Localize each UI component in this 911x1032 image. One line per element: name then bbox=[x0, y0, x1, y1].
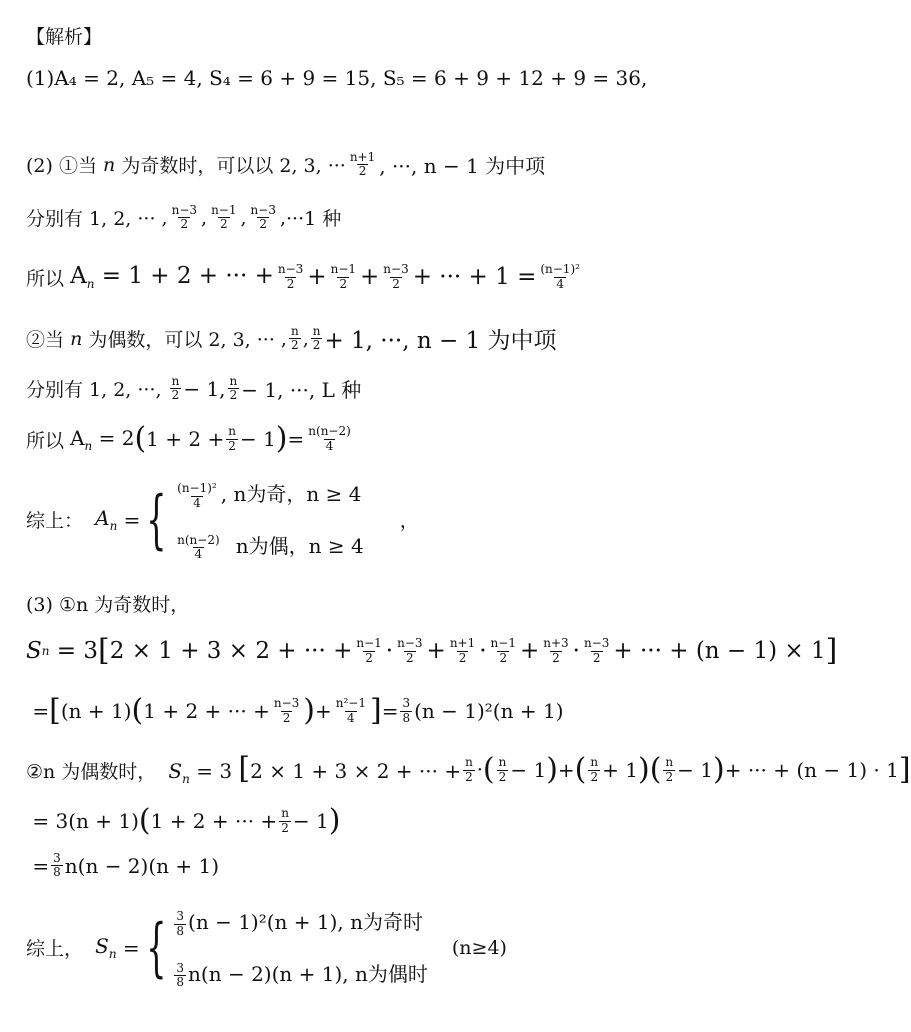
part2-line2: 分别有 1, 2, ··· , $\frac{n-3}{2}$ , $\frac{n-1}{2}$ , $\frac{n-3}{2}$ , ···1 种 bbox=[26, 203, 342, 232]
part2-summary: 综上： $A_n$ = { $\frac{\text{(n−1)²}}{4}$ , n为奇，n ≥ 4 $\frac{n(n-2)}{4}$ n为偶，n ≥ 4 ， bbox=[26, 481, 419, 562]
part2-line5: 分别有 1, 2, ···, $\frac{n}{2}$ − 1, $\frac{n}{2}$ − 1, ···, L 种 bbox=[26, 373, 362, 402]
part2-line6: 所以 $A_n = 2$ ( 1 + 2 + $\frac{n}{2}$ − 1 ) = $\frac{n(n-2)}{4}$ bbox=[26, 421, 351, 456]
part2-line4: ②当 n 为偶数，可以 2, 3, ··· , $\frac{n}{2}$ , $\frac{n}{2}$ + 1, ···, n − 1 为中项 bbox=[26, 323, 557, 354]
part2-line1: (2) ①当 n 为奇数时，可以以 2, 3, ··· $\frac{n+1}{2}$ , ···, n − 1 为中项 bbox=[26, 149, 546, 178]
part3-odd-line1: S n = 3 [ 2 × 1 + 3 × 2 + ··· + $\frac{n-1}{2}$ · $\frac{n-3}{2}$ + $\frac{n+1}{2}$ · $\frac{n-1}{2}$ + $\frac{n+3}{2}$ · $\frac{n-3}{2}$ + ··· + (n − 1) × 1 ] bbox=[26, 633, 838, 668]
part3-odd-line2: = [ (n + 1) ( 1 + 2 + ··· + $\frac{n-3}{2}$ ) + $\frac{\text{n²−1}}{4}$ ] = $\frac{3}{8}$ (n − 1)²(n + 1) bbox=[26, 693, 564, 728]
part1-line: (1)A₄ = 2, A₅ = 4, S₄ = 6 + 9 = 15, S₅ = 6 + 9 + 12 + 9 = 36, bbox=[26, 66, 648, 90]
part3-heading: (3) ①n 为奇数时， bbox=[26, 594, 190, 616]
part3-even-line1: ②n 为偶数时， $S_n = 3$ [2 × 1 + 3 × 2 + ··· + $\frac{n}{2}$ · ( $\frac{n}{2}$ − 1 ) + ( $\frac{n}{2}$ + 1 ) ( $\frac{n}{2}$ − 1 ) + ··· + (n − 1) · 1 ] bbox=[26, 751, 911, 787]
part3-even-line2: = 3(n + 1) ( 1 + 2 + ··· + $\frac{n}{2}$ − 1 ) bbox=[26, 803, 341, 838]
part3-even-line3: = $\frac{3}{8}$ n(n − 2)(n + 1) bbox=[26, 851, 220, 880]
heading: 【解析】 bbox=[26, 26, 103, 48]
part3-summary: 综上， $S_n$ = { $\frac{3}{8}$ (n − 1)²(n + 1), n为奇时 $\frac{3}{8}$ n(n − 2)(n + 1), n为偶时 (n≥4) bbox=[26, 909, 507, 990]
part2-line3: 所以 $A_n = 1 + 2$ + ··· + $\frac{n-3}{2}$ + $\frac{n-1}{2}$ + $\frac{n-3}{2}$ + ··· + 1 = $\frac{\text{(n−1)²}}{4}$ bbox=[26, 262, 580, 291]
